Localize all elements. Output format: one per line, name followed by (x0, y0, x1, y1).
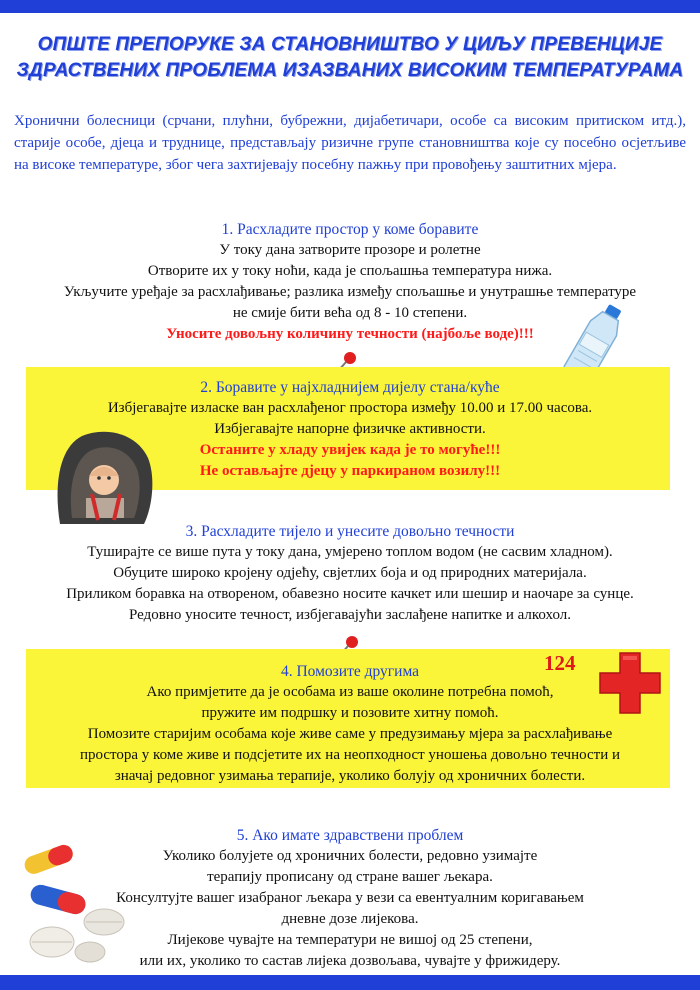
section-2-line: Избјегавајте напорне физичке активности. (214, 421, 486, 437)
section-2-line: Избјегавајте изласке ван расхлађеног простора између 10.00 и 17.00 часова. (107, 400, 593, 416)
bottom-border (0, 975, 700, 990)
top-border (0, 0, 700, 13)
pills-icon (10, 840, 130, 968)
section-4-line: значај редовног узимања терапије, уколико болују од хроничних болести. (114, 768, 586, 784)
section-4-line: Ако примјетите да је особама из ваше околине потребна помоћ, (146, 684, 554, 700)
red-cross-icon (597, 650, 663, 716)
section-5-line: дневне дозе лијекова. (281, 911, 419, 927)
section-3-line: Туширајте се више пута у току дана, умјерено топлом водом (не сасвим хладном). (87, 544, 613, 560)
child-car-seat-icon (52, 428, 162, 528)
section-5-line: Лијекове чувајте на температури не вишој од 25 степени, (167, 932, 533, 948)
title-line-2: ЗДРАСТВЕНИХ ПРОБЛЕМА ИЗАЗВАНИХ ВИСОКИМ ТЕМПЕРАТУРАМА (16, 60, 684, 81)
section-4 (0, 661, 700, 787)
section-4-line: Помозите старијим особама које живе саме у предузимању мјера за расхлађивање (87, 726, 613, 742)
page-title (0, 32, 700, 84)
section-3 (0, 521, 700, 626)
intro-paragraph: Хронични болесници (срчани, плућни, бубрежни, дијабетичари, особе са високим притиском итд.), старије особе, дјеца и труднице, представљају ризичне групе становништва које су посебно осјетљиве на високе температуре, због чега захтијевају посебну пажњу при провођењу заштитних мјера. (14, 113, 686, 173)
title-line-1: ОПШТЕ ПРЕПОРУКЕ ЗА СТАНОВНИШТВО У ЦИЉУ ПРЕВЕНЦИЈЕ (37, 34, 663, 55)
section-2-warning: Не остављајте дјецу у паркираном возилу!!! (199, 463, 501, 479)
section-1-line: не смије бити већа од 8 - 10 степени. (232, 305, 468, 321)
section-2-warning: Останите у хладу увијек када је то могуће!!! (199, 442, 501, 458)
section-1-line: У току дана затворите прозоре и ролетне (219, 242, 481, 258)
section-3-line: Приликом боравка на отвореном, обавезно носите качкет или шешир и наочаре за сунце. (66, 586, 634, 602)
section-5-heading: 5. Ако имате здравствени проблем (236, 827, 464, 844)
section-1-line: Укључите уређаје за расхлађивање; разлика између спољашње и унутрашње температуре (63, 284, 637, 300)
section-1-warning: Уносите довољну количину течности (најбоље воде)!!! (166, 326, 534, 342)
section-5-line: терапију прописану од стране вашег љекара. (207, 869, 493, 885)
section-3-line: Редовно уносите течност, избјегавајући заслађене напитке и алкохол. (128, 607, 572, 623)
section-1-heading: 1. Расхладите простор у коме боравите (221, 221, 479, 238)
section-5-line: или их, уколико то састав лијека дозвољава, чувајте у фрижидеру. (139, 953, 561, 969)
section-5-line: Уколико болујете од хроничних болести, редовно узимајте (162, 848, 538, 864)
section-3-line: Обуците широко кројену одјећу, свјетлих боја и од природних материјала. (113, 565, 587, 581)
section-4-line: простора у коме живе и подсјетите их на неопходност уношења довољно течности и (79, 747, 621, 763)
section-1-line: Отворите их у току ноћи, када је спољашња температура нижа. (147, 263, 553, 279)
emergency-number: 124 (544, 651, 576, 675)
section-4-line: пружите им подршку и позовите хитну помоћ. (201, 705, 499, 721)
section-2-heading: 2. Боравите у најхладнијем дијелу стана/куће (200, 379, 500, 396)
section-3-heading: 3. Расхладите тијело и унесите довољно течности (185, 523, 515, 540)
section-4-heading: 4. Помозите другима (280, 663, 420, 680)
section-5-line: Консултујте вашег изабраног љекара у вези са евентуалним коригавањем (116, 890, 584, 906)
